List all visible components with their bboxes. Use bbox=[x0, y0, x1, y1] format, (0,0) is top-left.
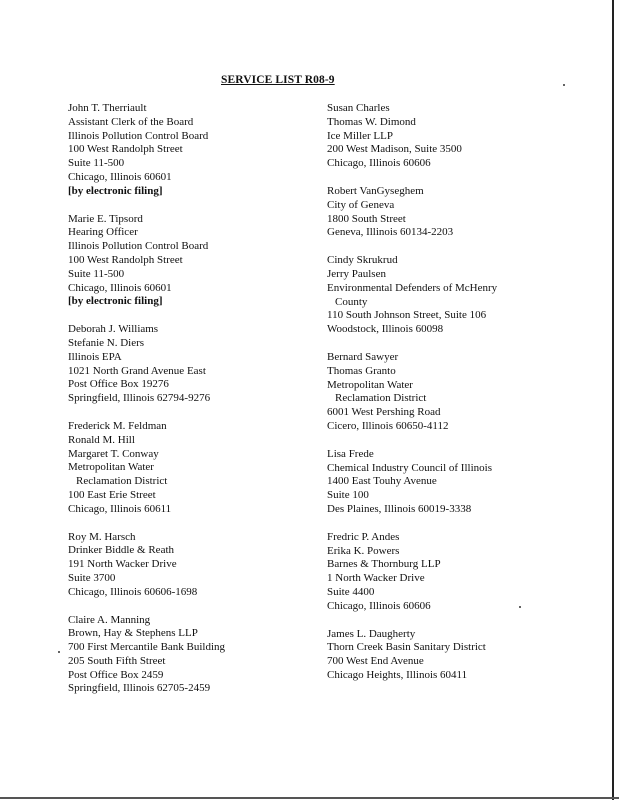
address-line: 205 South Fifth Street bbox=[68, 654, 166, 667]
address-line: Suite 11-500 bbox=[68, 267, 125, 280]
address-line: Ice Miller LLP bbox=[327, 129, 393, 142]
address-block bbox=[68, 323, 328, 406]
service-list-right-column bbox=[327, 102, 597, 697]
address-line: Illinois Pollution Control Board bbox=[68, 129, 209, 142]
address-block bbox=[327, 351, 597, 434]
address-block bbox=[68, 420, 328, 517]
address-line: 1400 East Touhy Avenue bbox=[327, 475, 437, 488]
address-line: Springfield, Illinois 62794-9276 bbox=[68, 392, 211, 405]
address-line: Geneva, Illinois 60134-2203 bbox=[327, 226, 454, 239]
address-line: Hearing Officer bbox=[68, 226, 138, 239]
scan-speck bbox=[563, 84, 565, 86]
address-line: Des Plaines, Illinois 60019-3338 bbox=[327, 502, 472, 515]
address-block bbox=[68, 531, 328, 600]
page-edge-right bbox=[612, 0, 614, 800]
address-line: Thomas W. Dimond bbox=[327, 115, 416, 128]
address-line: 700 First Mercantile Bank Building bbox=[68, 641, 226, 654]
address-line: Chicago, Illinois 60606 bbox=[327, 599, 431, 612]
address-block bbox=[327, 102, 597, 171]
scan-speck bbox=[58, 651, 60, 653]
address-line: James L. Daugherty bbox=[327, 627, 416, 640]
address-line: Chicago, Illinois 60606 bbox=[327, 157, 431, 170]
address-line: County bbox=[335, 295, 368, 308]
address-block bbox=[327, 185, 597, 240]
address-block bbox=[327, 628, 597, 683]
address-line: Post Office Box 19276 bbox=[68, 378, 169, 391]
address-line: Robert VanGyseghem bbox=[327, 184, 424, 197]
address-line: Metropolitan Water bbox=[68, 461, 154, 474]
address-line: 6001 West Pershing Road bbox=[327, 406, 441, 419]
address-block bbox=[327, 254, 597, 337]
address-line: Post Office Box 2459 bbox=[68, 668, 164, 681]
address-line: Ronald M. Hill bbox=[68, 433, 135, 446]
address-line: Chicago, Illinois 60611 bbox=[68, 502, 172, 515]
address-line: Environmental Defenders of McHenry bbox=[327, 281, 498, 294]
address-line: Cindy Skrukrud bbox=[327, 254, 398, 267]
address-line: Assistant Clerk of the Board bbox=[68, 115, 194, 128]
address-block bbox=[68, 102, 328, 199]
address-line: Marie E. Tipsord bbox=[68, 212, 143, 225]
address-line: Chicago Heights, Illinois 60411 bbox=[327, 668, 468, 681]
address-line: Fredric P. Andes bbox=[327, 530, 400, 543]
address-line: Reclamation District bbox=[76, 475, 168, 488]
address-line: Suite 11-500 bbox=[68, 157, 125, 170]
address-line: John T. Therriault bbox=[68, 102, 147, 114]
address-line: Margaret T. Conway bbox=[68, 447, 159, 460]
address-line: Barnes & Thornburg LLP bbox=[327, 558, 441, 571]
address-block bbox=[68, 614, 328, 697]
address-line: Deborah J. Williams bbox=[68, 323, 159, 336]
document-title: SERVICE LIST R08-9 bbox=[221, 74, 335, 86]
address-line: 1800 South Street bbox=[327, 212, 406, 225]
filing-note: [by electronic filing] bbox=[68, 184, 163, 197]
address-line: Thomas Granto bbox=[327, 364, 396, 377]
address-line: Chicago, Illinois 60601 bbox=[68, 170, 172, 183]
address-line: 191 North Wacker Drive bbox=[68, 558, 177, 571]
service-list-left-column bbox=[68, 102, 328, 710]
address-line: Stefanie N. Diers bbox=[68, 336, 145, 349]
address-line: Suite 3700 bbox=[68, 571, 116, 584]
address-line: Illinois Pollution Control Board bbox=[68, 240, 209, 253]
address-line: Lisa Frede bbox=[327, 447, 374, 460]
address-line: 200 West Madison, Suite 3500 bbox=[327, 143, 462, 156]
address-line: Jerry Paulsen bbox=[327, 267, 386, 280]
address-line: Woodstock, Illinois 60098 bbox=[327, 323, 444, 336]
address-line: 100 West Randolph Street bbox=[68, 143, 183, 156]
address-block bbox=[68, 213, 328, 310]
address-line: 1 North Wacker Drive bbox=[327, 572, 425, 585]
address-line: 700 West End Avenue bbox=[327, 655, 424, 668]
address-line: Chicago, Illinois 60601 bbox=[68, 281, 172, 294]
address-line: 100 East Erie Street bbox=[68, 488, 156, 501]
address-line: Chemical Industry Council of Illinois bbox=[327, 461, 492, 474]
address-line: Bernard Sawyer bbox=[327, 350, 399, 363]
address-line: Brown, Hay & Stephens LLP bbox=[68, 627, 198, 640]
address-block bbox=[327, 448, 597, 517]
address-line: Claire A. Manning bbox=[68, 613, 151, 626]
address-line: Erika K. Powers bbox=[327, 544, 400, 557]
address-line: Frederick M. Feldman bbox=[68, 419, 167, 432]
address-line: 110 South Johnson Street, Suite 106 bbox=[327, 309, 487, 322]
address-line: Thorn Creek Basin Sanitary District bbox=[327, 641, 486, 654]
address-line: Suite 4400 bbox=[327, 585, 375, 598]
address-line: Chicago, Illinois 60606-1698 bbox=[68, 585, 198, 598]
address-line: Susan Charles bbox=[327, 102, 390, 114]
address-line: Cicero, Illinois 60650-4112 bbox=[327, 419, 449, 432]
address-line: Suite 100 bbox=[327, 489, 369, 502]
page-edge-bottom bbox=[0, 797, 619, 799]
address-line: City of Geneva bbox=[327, 198, 395, 211]
address-line: Reclamation District bbox=[335, 392, 427, 405]
filing-note: [by electronic filing] bbox=[68, 295, 163, 308]
address-line: Drinker Biddle & Reath bbox=[68, 544, 175, 557]
address-line: Roy M. Harsch bbox=[68, 530, 136, 543]
address-line: Springfield, Illinois 62705-2459 bbox=[68, 682, 211, 695]
address-line: 1021 North Grand Avenue East bbox=[68, 364, 206, 377]
address-line: Metropolitan Water bbox=[327, 378, 413, 391]
address-line: Illinois EPA bbox=[68, 350, 122, 363]
address-line: 100 West Randolph Street bbox=[68, 253, 183, 266]
address-block bbox=[327, 531, 597, 614]
